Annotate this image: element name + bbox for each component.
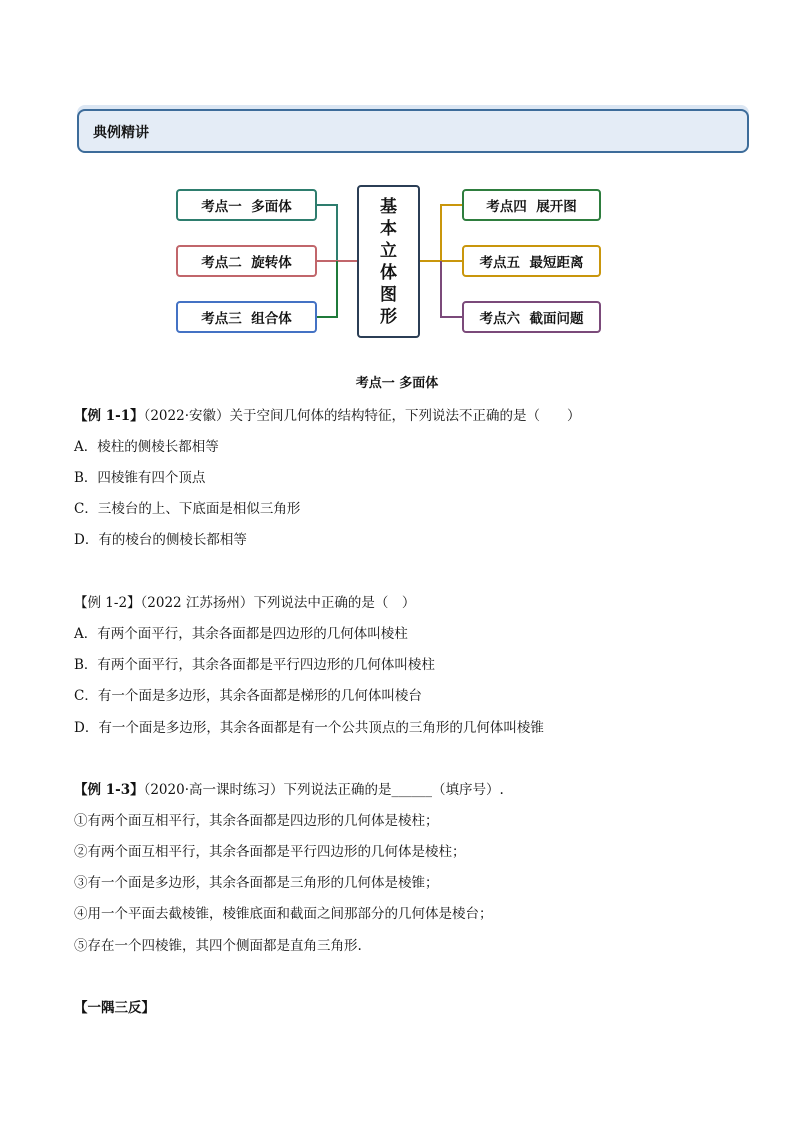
example-source: （2020·高一课时练习） (143, 782, 284, 798)
example-question: 关于空间几何体的结构特征，下列说法不正确的是（ ） (229, 408, 581, 424)
example-tag: 【例 1-1】 (74, 408, 144, 424)
practice-heading: 【一隅三反】 (74, 1000, 155, 1016)
option: B．四棱锥有四个顶点 (74, 470, 206, 486)
example-stem (74, 778, 504, 798)
example-source: （2022 江苏扬州） (140, 595, 254, 611)
section-title: 考点一 多面体 (355, 376, 439, 391)
statement: ②有两个面互相平行，其余各面都是平行四边形的几何体是棱柱； (74, 844, 466, 860)
option: C．三棱台的上、下底面是相似三角形 (74, 501, 301, 517)
statement: ③有一个面是多边形，其余各面都是三角形的几何体是棱锥； (74, 875, 439, 891)
topic-label: 考点五 最短距离 (479, 255, 584, 271)
example-source: （2022·安徽） (143, 408, 230, 424)
center-char: 图 (380, 284, 397, 305)
topic-label: 考点三 组合体 (201, 311, 292, 327)
center-char: 立 (380, 240, 397, 261)
statement: ①有两个面互相平行，其余各面都是四边形的几何体是棱柱； (74, 813, 439, 829)
example-question: 下列说法正确的是______（填序号）. (283, 782, 504, 798)
topic-label: 考点六 截面问题 (479, 311, 584, 327)
example-question: 下列说法中正确的是（ ） (253, 595, 416, 611)
topic-box-3 (176, 301, 317, 333)
center-char: 本 (380, 218, 397, 239)
center-char: 体 (380, 262, 397, 283)
example-tag: 【例 1-2】 (74, 595, 141, 611)
topic-box-6 (462, 301, 601, 333)
option: D．有的棱台的侧棱长都相等 (74, 532, 247, 548)
topic-box-1 (176, 189, 317, 221)
center-char: 基 (380, 196, 397, 217)
mindmap-center (357, 185, 420, 338)
topic-label: 考点四 展开图 (486, 199, 577, 215)
topic-box-2 (176, 245, 317, 277)
topic-box-4 (462, 189, 601, 221)
statement: ④用一个平面去截棱锥，棱锥底面和截面之间那部分的几何体是棱台； (74, 906, 493, 922)
topic-box-5 (462, 245, 601, 277)
example-stem (74, 591, 415, 611)
topic-label: 考点二 旋转体 (201, 255, 292, 271)
example-stem (74, 404, 581, 424)
example-tag: 【例 1-3】 (74, 782, 144, 798)
option: B．有两个面平行，其余各面都是平行四边形的几何体叫棱柱 (74, 657, 435, 673)
option: D．有一个面是多边形，其余各面都是有一个公共顶点的三角形的几何体叫棱锥 (74, 720, 544, 736)
topic-label: 考点一 多面体 (201, 199, 292, 215)
statement: ⑤存在一个四棱锥，其四个侧面都是直角三角形. (74, 938, 362, 954)
option: A．有两个面平行，其余各面都是四边形的几何体叫棱柱 (74, 626, 408, 642)
option: A．棱柱的侧棱长都相等 (74, 439, 219, 455)
center-char: 形 (380, 306, 397, 327)
section-header-title: 典例精讲 (93, 125, 149, 141)
option: C．有一个面是多边形，其余各面都是梯形的几何体叫棱台 (74, 688, 422, 704)
